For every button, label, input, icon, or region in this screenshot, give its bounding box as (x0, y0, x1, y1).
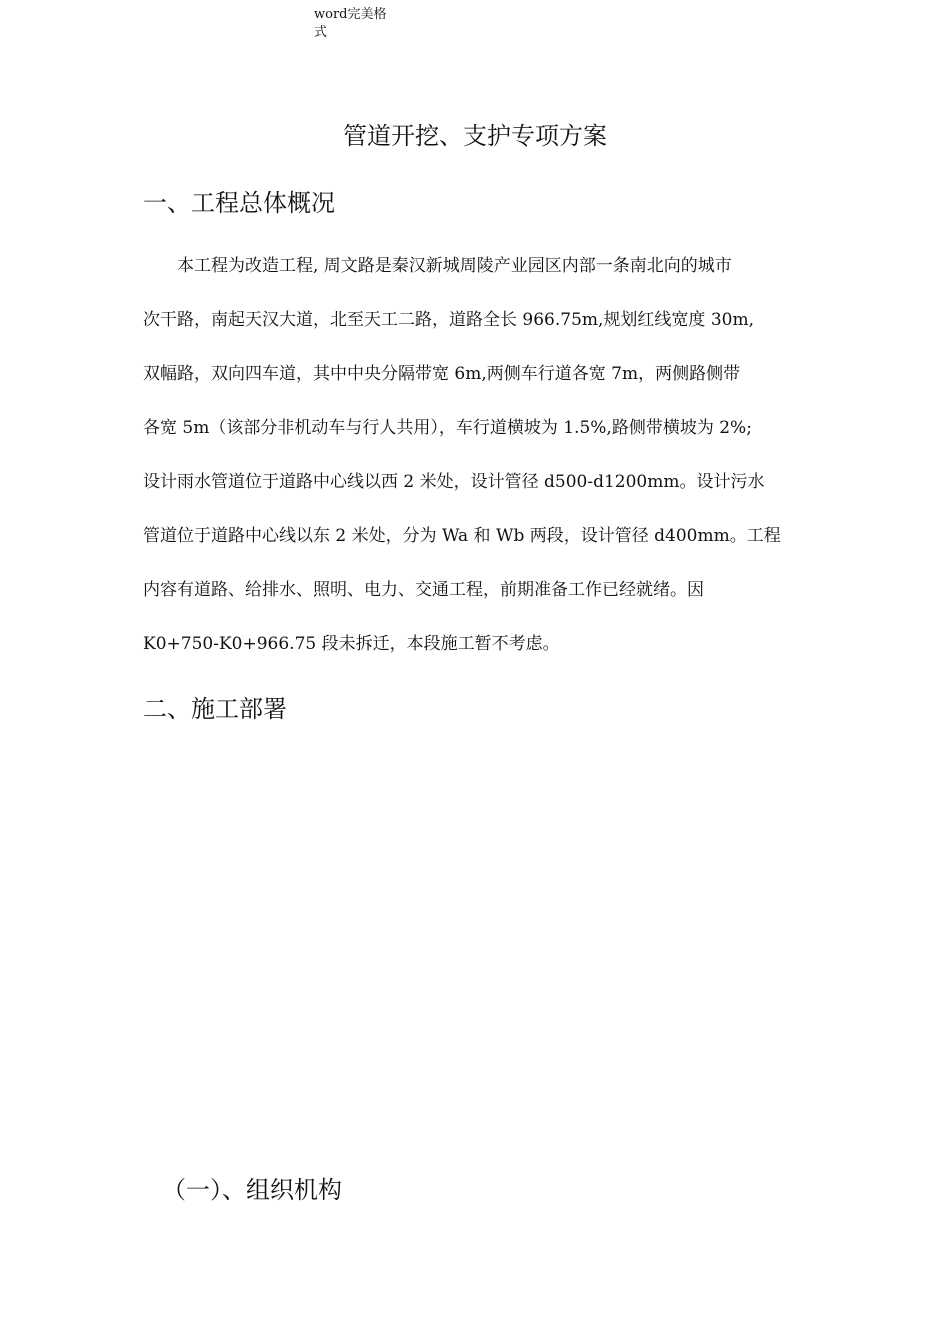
subsection-heading-organization: （一）、组织机构 (162, 1176, 342, 1204)
document-title: 管道开挖、支护专项方案 (343, 122, 607, 150)
paragraph-line: 各宽 5m（该部分非机动车与行人共用），车行道横坡为 1.5%,路侧带横坡为 2%; (143, 418, 752, 438)
section-body-overview (143, 239, 811, 671)
section-heading-overview: 一、工程总体概况 (143, 189, 335, 217)
paragraph-line: 次干路，南起天汉大道，北至天工二路，道路全长 966.75m,规划红线宽度 30m, (143, 310, 754, 330)
section-heading-deployment: 二、施工部署 (143, 695, 287, 723)
paragraph-line: 设计雨水管道位于道路中心线以西 2 米处，设计管径 d500-d1200mm。设计污水 (143, 472, 765, 492)
paragraph-line: K0+750-K0+966.75 段未拆迁，本段施工暂不考虑。 (143, 634, 560, 654)
paragraph-line: 内容有道路、给排水、照明、电力、交通工程，前期准备工作已经就绪。因 (143, 580, 704, 600)
header-note: word完美格式 (314, 7, 387, 40)
paragraph-line: 双幅路，双向四车道，其中中央分隔带宽 6m,两侧车行道各宽 7m，两侧路侧带 (143, 364, 741, 384)
paragraph-line: 本工程为改造工程, 周文路是秦汉新城周陵产业园区内部一条南北向的城市 (143, 256, 732, 276)
paragraph-line: 管道位于道路中心线以东 2 米处，分为 Wa 和 Wb 两段，设计管径 d400mm。工程 (143, 526, 781, 546)
